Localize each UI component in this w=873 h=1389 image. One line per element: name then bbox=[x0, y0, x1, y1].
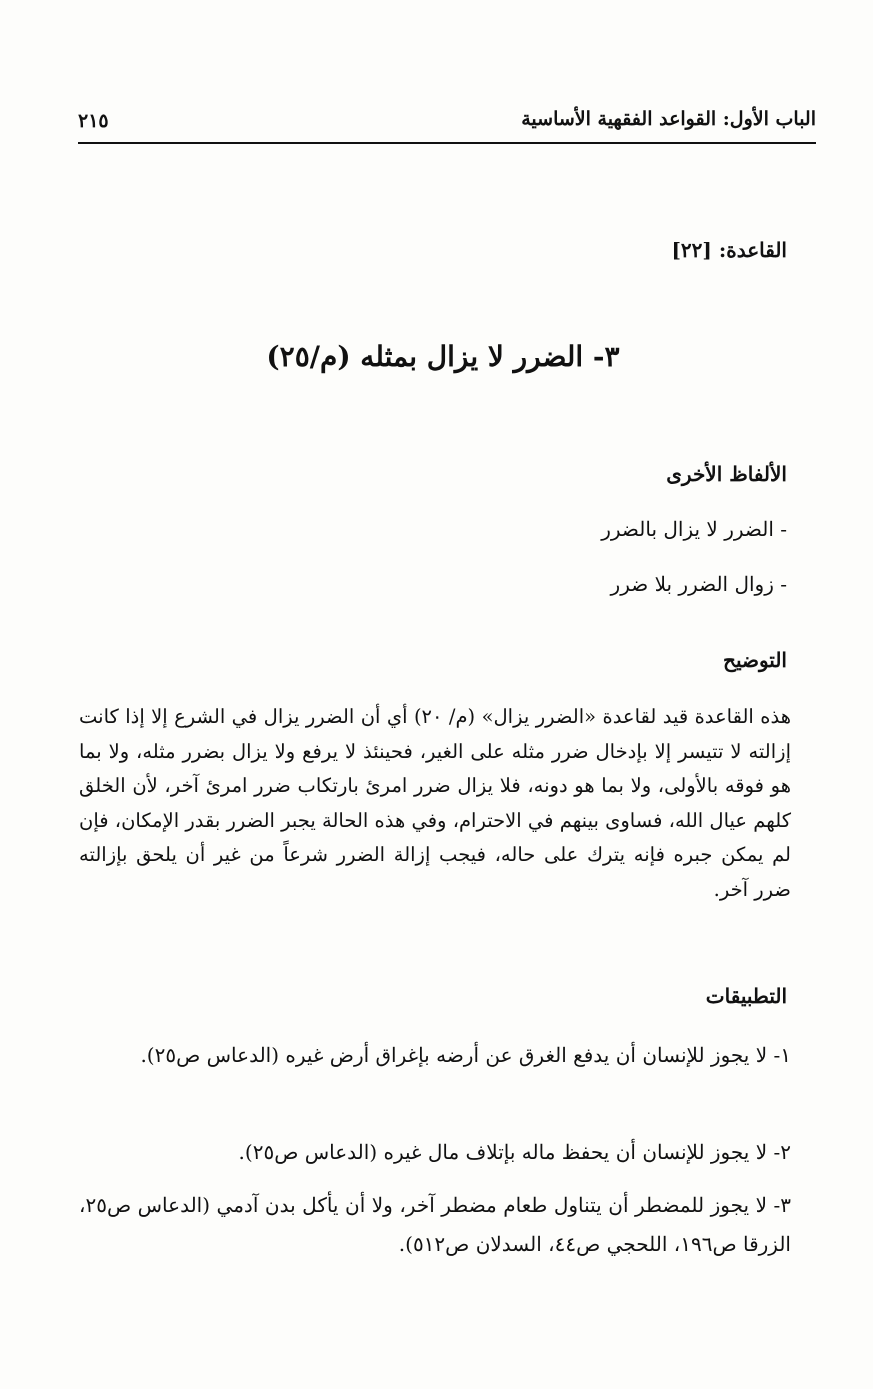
chapter-title: الباب الأول: القواعد الفقهية الأساسية bbox=[521, 108, 816, 130]
running-header bbox=[78, 104, 816, 144]
other-wording-item: - الضرر لا يزال بالضرر bbox=[601, 517, 787, 541]
explanation-paragraph: هذه القاعدة قيد لقاعدة «الضرر يزال» (م/ ٢٠) أي أن الضرر يزال في الشرع إلا إذا كانت إزالته لا تتيسر إلا بإدخال ضرر مثله على الغير، فحينئذ لا يرفع ولا يزال بضرر مثله، ولا بما هو فوقه بالأولى، ولا بما هو دونه، فلا يزال ضرر امرئ بارتكاب ضرر امرئ آخر، لأن الخلق كلهم عيال الله، فساوى بينهم في الاحترام، وفي هذه الحالة يجبر الضرر بقدر الإمكان، فإن لم يمكن جبره فإنه يترك على حاله، فيجب إزالة الضرر شرعاً من غير أن يلحق بإزالته ضرر آخر. bbox=[79, 705, 791, 901]
application-item: ١- لا يجوز للإنسان أن يدفع الغرق عن أرضه بإغراق أرض غيره (الدعاس ص٢٥). bbox=[140, 1043, 791, 1067]
applications-heading: التطبيقات bbox=[705, 984, 787, 1008]
rule-title: ٣- الضرر لا يزال بمثله (م/٢٥) bbox=[266, 340, 620, 373]
other-wordings-heading: الألفاظ الأخرى bbox=[666, 462, 787, 486]
page-number: ٢١٥ bbox=[78, 110, 109, 132]
application-item: ٣- لا يجوز للمضطر أن يتناول طعام مضطر آخر، ولا أن يأكل بدن آدمي (الدعاس ص٢٥، الزرقا ص١٩٦، اللحجي ص٤٤، السدلان ص٥١٢). bbox=[79, 1193, 791, 1256]
other-wording-item: - زوال الضرر بلا ضرر bbox=[610, 572, 787, 596]
application-item: ٢- لا يجوز للإنسان أن يحفظ ماله بإتلاف مال غيره (الدعاس ص٢٥). bbox=[238, 1140, 791, 1164]
explanation-heading: التوضيح bbox=[723, 648, 787, 672]
rule-label: القاعدة: [٢٢] bbox=[671, 238, 787, 262]
